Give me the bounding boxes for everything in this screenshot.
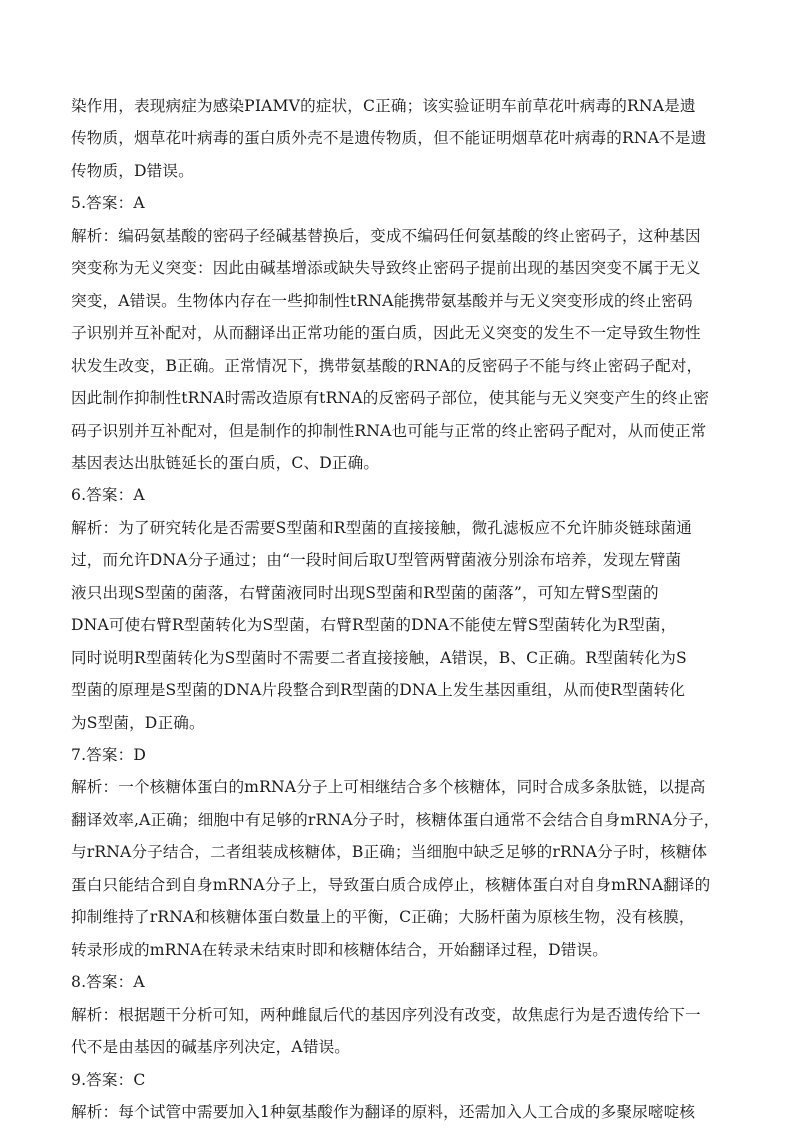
text-line: 子识别并互补配对，从而翻译出正常功能的蛋白质，因此无义突变的发生不一定导致生物性: [71, 324, 701, 343]
text-line: 解析：编码氨基酸的密码子经碱基替换后，变成不编码任何氨基酸的终止密码子，这种基因: [71, 226, 701, 245]
text-line: 8.答案：A: [71, 973, 145, 992]
text-line: 同时说明R型菌转化为S型菌时不需要二者直接接触，A错误，B、C正确。R型菌转化为S: [71, 648, 687, 667]
text-line: 为S型菌，D正确。: [71, 713, 205, 732]
text-line: 解析：根据题干分析可知，两种雌鼠后代的基因序列没有改变，故焦虑行为是否遗传给下一: [71, 1005, 701, 1024]
text-line: 转录形成的mRNA在转录未结束时即和核糖体结合，开始翻译过程，D错误。: [71, 940, 608, 959]
text-line: 5.答案：A: [71, 194, 145, 213]
text-line: DNA可使右臂R型菌转化为S型菌，右臂R型菌的DNA不能使左臂S型菌转化为R型菌，: [71, 616, 677, 635]
text-line: 染作用，表现病症为感染PIAMV的症状，C正确；该实验证明车前草花叶病毒的RNA是遗: [71, 97, 696, 115]
text-line: 传物质，D错误。: [71, 161, 194, 180]
text-line: 6.答案：A: [71, 486, 145, 505]
text-line: 代不是由基因的碱基序列决定，A错误。: [71, 1038, 351, 1057]
text-line: 抑制维持了rRNA和核糖体蛋白数量上的平衡，C正确；大肠杆菌为原核生物，没有核膜，: [71, 908, 695, 927]
text-line: 型菌的原理是S型菌的DNA片段整合到R型菌的DNA上发生基因重组，从而使R型菌转化: [71, 681, 686, 700]
text-line: 因此制作抑制性tRNA时需改造原有tRNA的反密码子部位，使其能与无义突变产生的终止密: [71, 389, 710, 408]
text-line: 翻译效率,A正确；细胞中有足够的rRNA分子时，核糖体蛋白通常不会结合自身mRNA分子，: [71, 810, 720, 829]
text-line: 基因表达出肽链延长的蛋白质，C、D正确。: [71, 453, 380, 472]
text-line: 解析：为了研究转化是否需要S型菌和R型菌的直接接触，微孔滤板应不允许肺炎链球菌通: [71, 518, 692, 537]
text-line: 蛋白只能结合到自身mRNA分子上，导致蛋白质合成停止，核糖体蛋白对自身mRNA翻译的: [71, 875, 711, 894]
text-line: 突变，A错误。生物体内存在一些抑制性tRNA能携带氨基酸并与无义突变形成的终止密码: [71, 291, 693, 310]
text-line: 7.答案：D: [71, 746, 147, 764]
text-line: 解析：一个核糖体蛋白的mRNA分子上可相继结合多个核糖体，同时合成多条肽链，以提高: [71, 778, 706, 797]
text-line: 码子识别并互补配对，但是制作的抑制性RNA也可能与正常的终止密码子配对，从而使正常: [71, 421, 707, 440]
text-line: 解析：每个试管中需要加入1种氨基酸作为翻译的原料，还需加入人工合成的多聚尿嘧啶核: [71, 1102, 696, 1121]
text-line: 状发生改变，B正确。正常情况下，携带氨基酸的RNA的反密码子不能与终止密码子配对，: [71, 356, 703, 375]
text-line: 9.答案：C: [71, 1070, 146, 1089]
text-line: 液只出现S型菌的菌落，右臂菌液同时出现S型菌和R型菌的菌落”，可知左臂S型菌的: [71, 583, 659, 602]
text-line: 突变称为无义突变：因此由碱基增添或缺失导致终止密码子提前出现的基因突变不属于无义: [71, 259, 701, 278]
text-line: 传物质，烟草花叶病毒的蛋白质外壳不是遗传物质，但不能证明烟草花叶病毒的RNA不是遗: [71, 129, 707, 148]
text-line: 过，而允许DNA分子通过；由“一段时间后取U型管两臂菌液分别涂布培养，发现左臂菌: [71, 551, 682, 570]
text-line: 与rRNA分子结合，二者组装成核糖体，B正确；当细胞中缺乏足够的rRNA分子时，核糖体: [71, 843, 708, 862]
